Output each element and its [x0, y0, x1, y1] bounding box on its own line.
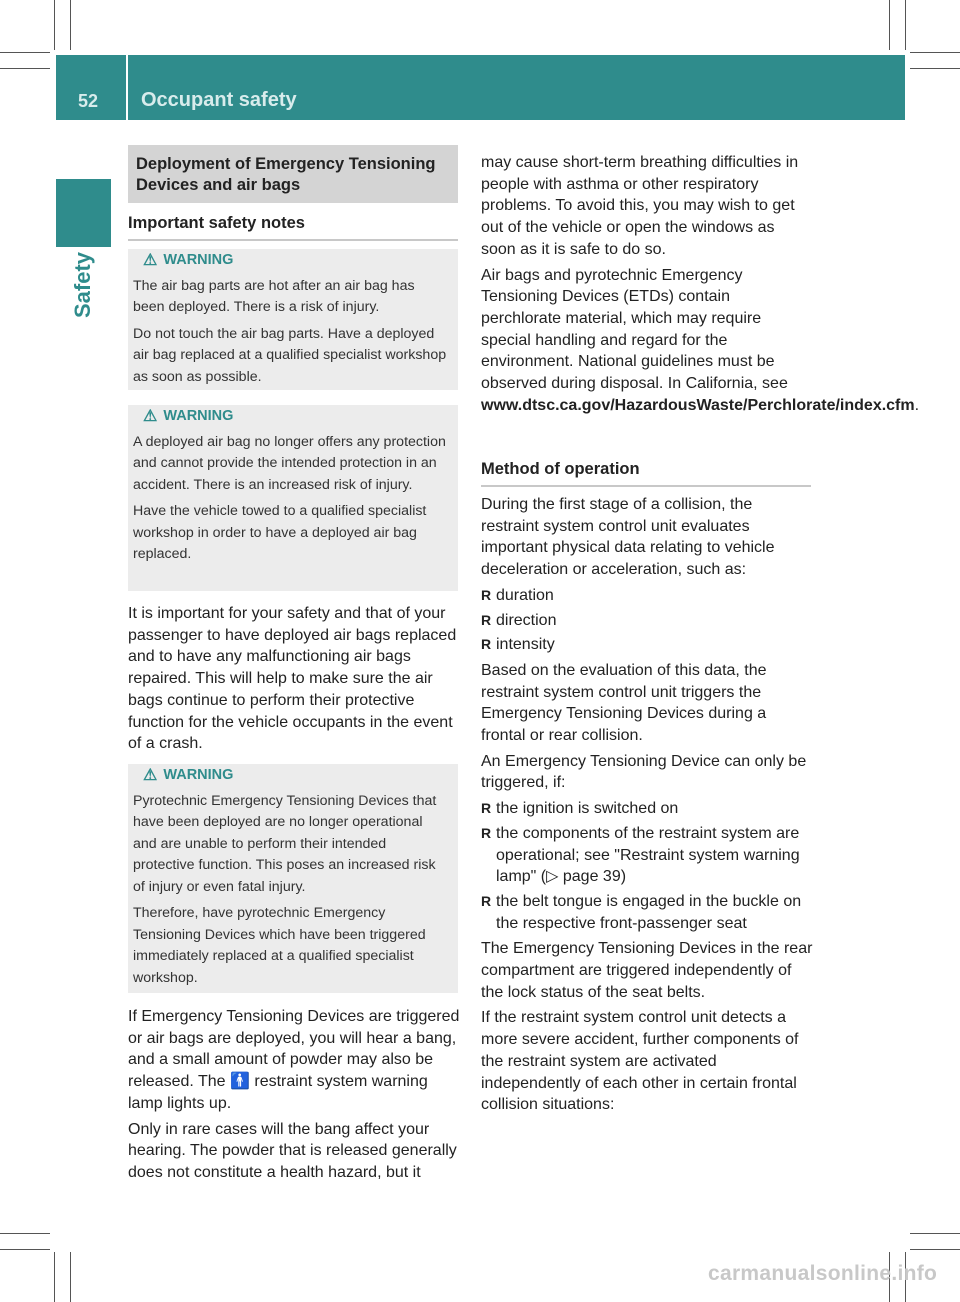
bullet-marker: R [481, 892, 492, 909]
paragraph-text-part: restraint system warning lamp lights up. [128, 1073, 428, 1112]
warning-text: Do not touch the air bag parts. Have a deployed air bag replaced at a qualified specialist workshop as soon as possible. [133, 325, 447, 385]
warning-triangle-icon: ⚠ [143, 251, 158, 269]
paragraph-text: It is important for your safety and that of your passenger to have deployed air bags replaced and to have any malfunctioning air bags repaired. This will help to make sure the air bags continue to perform their protective function for the vehicle occupants in the event of a crash. [128, 605, 457, 753]
body-paragraph [481, 152, 920, 420]
warning-box-1 [128, 249, 458, 390]
crop-mark [889, 0, 890, 50]
warning-box-3 [128, 764, 458, 993]
paragraph-text-part: Air bags and pyrotechnic Emergency Tensioning Devices (ETDs) contain perchlorate material, which may require special handling and regard for the environment. National guidelines must be observed during disposal. In California, see [481, 266, 788, 393]
list-item-text: the components of the restraint system are operational; see "Restraint system warning lamp" (▷ page 39) [496, 824, 800, 886]
warning-box-2 [128, 405, 458, 591]
crop-mark [54, 1252, 55, 1302]
warning-text: A deployed air bag no longer offers any protection and cannot provide the intended protection in an accident. There is an increased risk of injury. [133, 433, 446, 493]
page-number: 52 [78, 91, 99, 111]
subheading-method: Method of operation [481, 460, 640, 478]
paragraph-text: If the restraint system control unit detects a more severe accident, further components of the restraint system are activated independently of each other in certain frontal collision situations: [481, 1009, 799, 1114]
bullet-marker: R [481, 824, 492, 841]
crop-mark [910, 52, 960, 53]
crop-mark [0, 68, 50, 69]
warning-label: WARNING [163, 252, 234, 268]
body-paragraph [128, 1006, 460, 1188]
bullet-marker: R [481, 636, 492, 653]
list-item-text: duration [496, 586, 554, 604]
paragraph-text: Only in rare cases will the bang affect your hearing. The powder that is released generally does not constitute a health hazard, but it [128, 1120, 457, 1181]
paragraph-text-part: . [914, 396, 920, 414]
body-paragraph [128, 603, 460, 759]
side-tab-label: Safety [70, 251, 96, 319]
list-item-text: direction [496, 611, 557, 629]
crop-mark [0, 1249, 50, 1250]
header-divider [126, 55, 128, 120]
list-item-text: the belt tongue is engaged in the buckle on the respective front-passenger seat [496, 892, 802, 932]
chapter-title: Occupant safety [141, 89, 297, 111]
paragraph-text: may cause short-term breathing difficulties in people with asthma or other respiratory problems. To avoid this, you may wish to get out of the vehicle or open the windows as soon as it is safe to do so. [481, 154, 799, 258]
bullet-marker: R [481, 586, 492, 603]
warning-triangle-icon: ⚠ [143, 407, 158, 425]
watermark: carmanualsonline.info [708, 1262, 938, 1285]
crop-mark [905, 0, 906, 50]
side-tab-block [56, 179, 111, 247]
crop-mark [0, 52, 50, 53]
seat-belt-warning-lamp-icon: 🚹 [230, 1073, 250, 1091]
list-item-text: intensity [496, 636, 555, 654]
warning-text: Have the vehicle towed to a qualified specialist workshop in order to have a deployed air bag replaced. [133, 503, 427, 562]
section-title: Deployment of Emergency Tensioning Devices and air bags [136, 155, 436, 194]
list-item [481, 610, 813, 632]
paragraph-text [128, 1006, 460, 1115]
crop-mark [70, 0, 71, 50]
crop-mark [0, 1233, 50, 1234]
list-item [481, 823, 813, 888]
crop-mark [910, 1249, 960, 1250]
crop-mark [54, 0, 55, 50]
section-title-box [128, 145, 458, 203]
list-item-text: the ignition is switched on [496, 800, 679, 818]
crop-mark [910, 68, 960, 69]
subheading-safety-notes: Important safety notes [128, 214, 305, 232]
list-item [481, 634, 813, 656]
list-item [481, 585, 813, 607]
list-item [481, 798, 813, 820]
paragraph-text: During the first stage of a collision, the restraint system control unit evaluates important physical data relating to vehicle deceleration or acceleration, such as: [481, 496, 775, 579]
paragraph-text: The Emergency Tensioning Devices in the rear compartment are triggered independently of the lock status of the seat belts. [481, 940, 813, 1001]
crop-mark [910, 1233, 960, 1234]
warning-header [133, 250, 449, 272]
body-paragraph [481, 494, 813, 1120]
side-tab [58, 250, 108, 320]
paragraph-text: An Emergency Tensioning Device can only be triggered, if: [481, 752, 807, 792]
list-item [481, 891, 813, 934]
paragraph-text [481, 265, 920, 417]
warning-text: Pyrotechnic Emergency Tensioning Devices that have been deployed are no longer operational and are unable to perform their intended protective function. This poses an increased risk of injury or even fatal injury. [133, 792, 437, 895]
warning-text: Therefore, have pyrotechnic Emergency Tensioning Devices which have been triggered immediately replaced at a qualified specialist workshop. [133, 905, 426, 986]
subheading-rule [128, 239, 458, 241]
crop-mark [70, 1252, 71, 1302]
warning-label: WARNING [163, 408, 234, 424]
subheading-rule [481, 485, 811, 487]
bullet-marker: R [481, 611, 492, 628]
warning-label: WARNING [163, 767, 234, 783]
perchlorate-link[interactable]: www.dtsc.ca.gov/HazardousWaste/Perchlorate/index.cfm [481, 396, 915, 414]
paragraph-text-part: If Emergency Tensioning Devices are triggered or air bags are deployed, you will hear a bang, and a small amount of powder may also be released. The [128, 1008, 460, 1091]
warning-triangle-icon: ⚠ [143, 766, 158, 784]
warning-header [133, 765, 450, 787]
warning-text: The air bag parts are hot after an air bag has been deployed. There is a risk of injury. [133, 277, 415, 315]
warning-header [133, 406, 449, 428]
bullet-marker: R [481, 800, 492, 817]
paragraph-text: Based on the evaluation of this data, the restraint system control unit triggers the Emergency Tensioning Devices during a frontal or rear collision. [481, 661, 767, 745]
